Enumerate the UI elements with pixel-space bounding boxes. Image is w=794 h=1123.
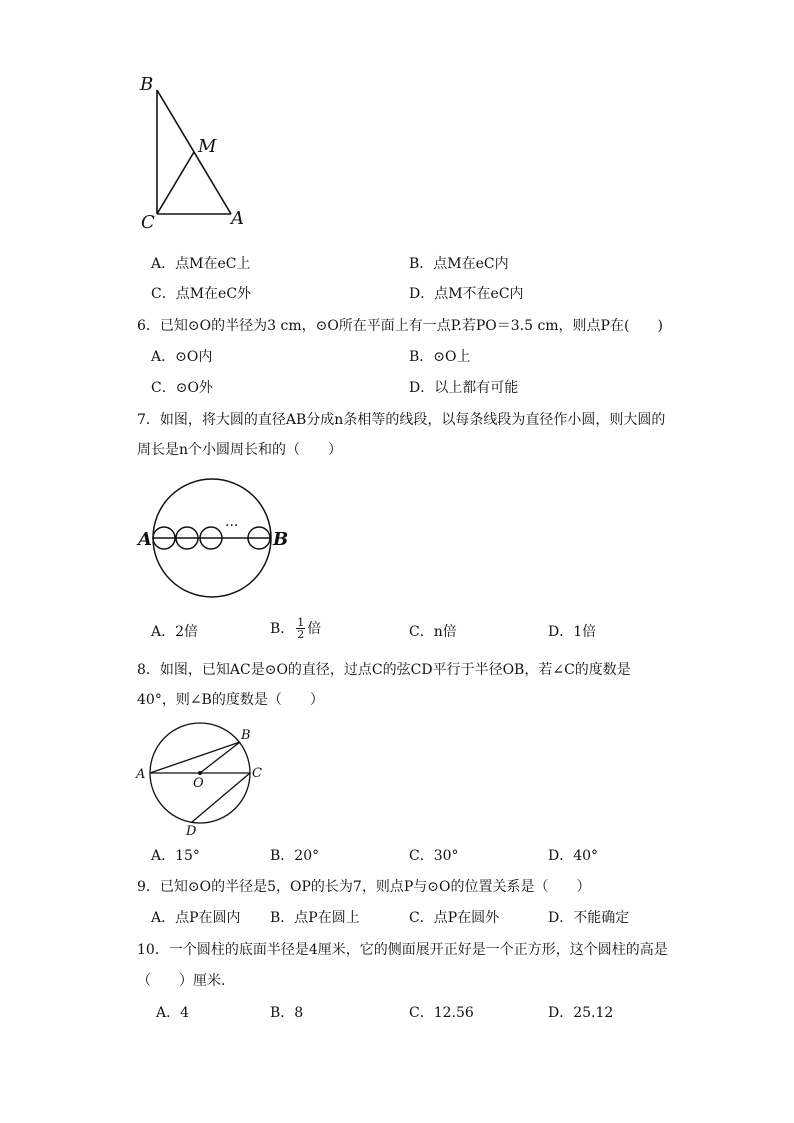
q7-option-a[interactable]: A．2倍 — [151, 624, 199, 640]
label-D: D — [186, 824, 197, 839]
label-A: A — [231, 208, 244, 229]
q10-option-b[interactable]: B．8 — [270, 1005, 304, 1021]
circles-figure — [134, 476, 294, 600]
question-10-line1: 10．一个圆柱的底面半径是4厘米，它的侧面展开正好是一个正方形，这个圆柱的高是 — [137, 942, 668, 958]
q8-option-a[interactable]: A．15° — [151, 848, 200, 864]
label-C: C — [252, 766, 262, 781]
q6-option-c[interactable]: C．⊙O外 — [151, 380, 213, 396]
q5-option-b[interactable]: B．点M在eC内 — [409, 256, 509, 272]
q6-option-d[interactable]: D．以上都有可能 — [409, 380, 519, 396]
q9-option-a[interactable]: A．点P在圆内 — [151, 910, 241, 926]
label-M: M — [198, 136, 217, 157]
q8-option-b[interactable]: B．20° — [270, 848, 320, 864]
q9-option-b[interactable]: B．点P在圆上 — [270, 910, 360, 926]
q7-option-b-prefix: B． — [270, 620, 295, 637]
q5-option-c[interactable]: C．点M在eC外 — [151, 286, 252, 302]
triangle-figure — [130, 68, 260, 238]
fraction-denominator: 2 — [297, 628, 305, 641]
question-7-line2: 周长是n个小圆周长和的（ ） — [137, 442, 343, 458]
question-7-line1: 7．如图，将大圆的直径AB分成n条相等的线段，以每条线段为直径作小圆，则大圆的 — [137, 412, 666, 428]
label-B: B — [241, 728, 251, 743]
circle-chord-figure — [130, 720, 270, 842]
q7-option-b-suffix: 倍 — [307, 620, 322, 637]
q7-option-d[interactable]: D．1倍 — [548, 624, 597, 640]
q6-option-a[interactable]: A．⊙O内 — [151, 349, 213, 365]
fraction-numerator: 1 — [297, 616, 305, 629]
question-10-line2: （ ）厘米． — [137, 973, 235, 989]
label-B: B — [140, 74, 154, 95]
center-dot — [198, 771, 202, 775]
label-C: C — [141, 212, 155, 233]
q7-option-c[interactable]: C．n倍 — [409, 624, 457, 640]
q8-option-c[interactable]: C．30° — [409, 848, 459, 864]
question-9: 9．已知⊙O的半径是5，OP的长为7，则点P与⊙O的位置关系是（ ） — [137, 879, 591, 895]
q5-option-a[interactable]: A．点M在eC上 — [151, 256, 251, 272]
q10-option-c[interactable]: C．12.56 — [409, 1005, 474, 1021]
label-A: A — [138, 529, 152, 550]
fraction — [296, 617, 305, 640]
ellipsis-dots: ··· — [225, 518, 239, 534]
question-8-line2: 40°，则∠B的度数是（ ） — [137, 692, 324, 708]
q7-option-b[interactable] — [270, 617, 321, 640]
label-A: A — [136, 767, 146, 782]
q9-option-c[interactable]: C．点P在圆外 — [409, 910, 500, 926]
q8-option-d[interactable]: D．40° — [548, 848, 599, 864]
question-8-line1: 8．如图，已知AC是⊙O的直径，过点C的弦CD平行于半径OB，若∠C的度数是 — [137, 662, 631, 678]
q5-option-d[interactable]: D．点M不在eC内 — [409, 286, 524, 302]
question-6: 6．已知⊙O的半径为3 cm，⊙O所在平面上有一点P.若PO＝3.5 cm，则点P在( ) — [137, 318, 663, 334]
q10-option-d[interactable]: D．25.12 — [548, 1005, 614, 1021]
label-B: B — [273, 529, 289, 550]
q10-option-a[interactable]: A．4 — [156, 1005, 190, 1021]
label-O: O — [193, 776, 204, 791]
q6-option-b[interactable]: B．⊙O上 — [409, 349, 471, 365]
q9-option-d[interactable]: D．不能确定 — [548, 910, 630, 926]
